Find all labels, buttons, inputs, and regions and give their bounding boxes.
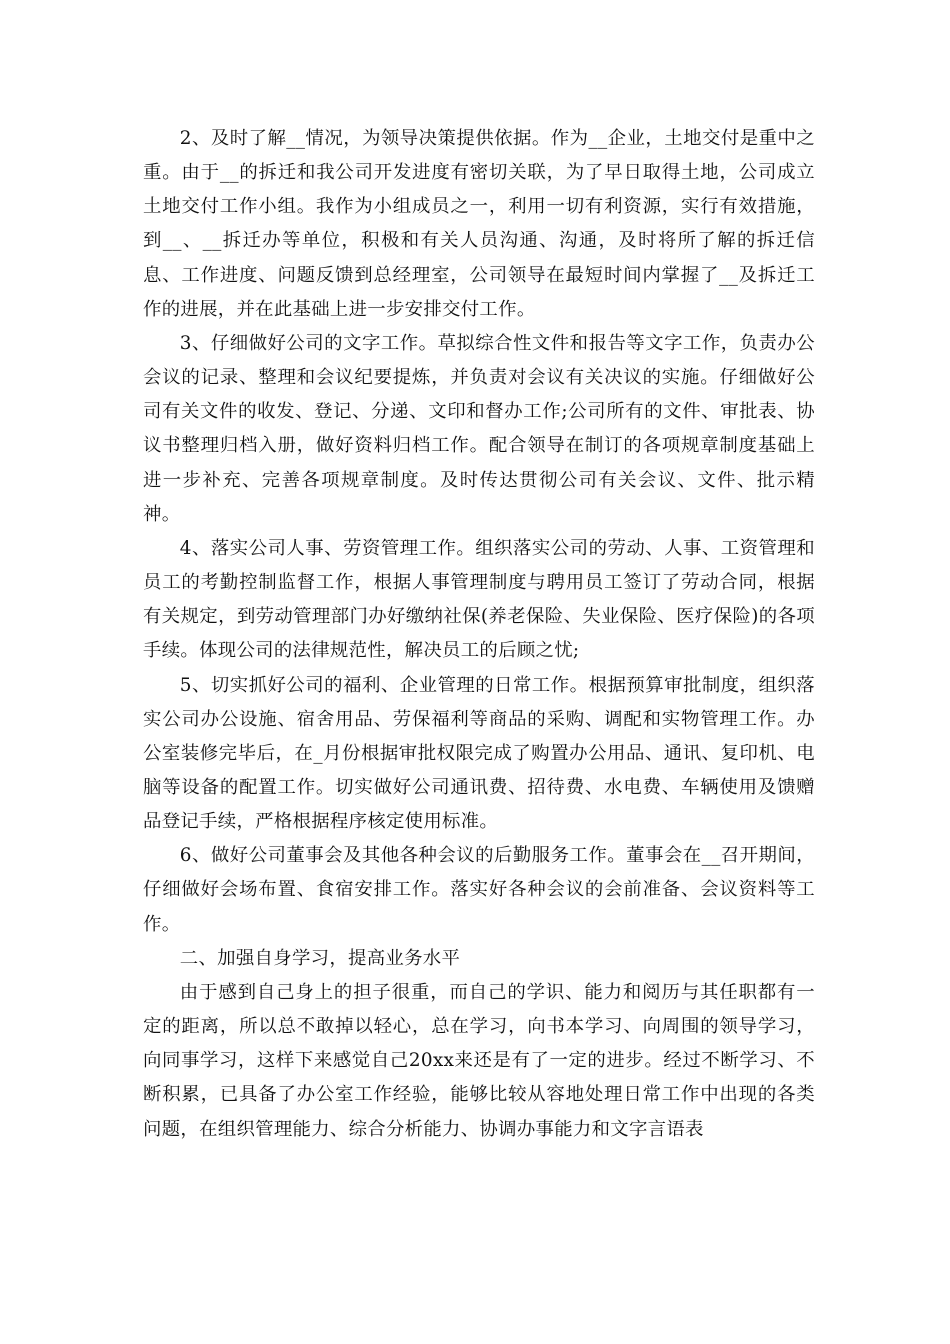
- document-body: [143, 122, 815, 1147]
- paragraph-item-6: 6、做好公司董事会及其他各种会议的后勤服务工作。董事会在__召开期间，仔细做好会场布置、食宿安排工作。落实好各种会议的会前准备、会议资料等工作。: [143, 845, 815, 935]
- paragraph-item-4: 4、落实公司人事、劳资管理工作。组织落实公司的劳动、人事、工资管理和员工的考勤控制监督工作，根据人事管理制度与聘用员工签订了劳动合同，根据有关规定，到劳动管理部门办好缴纳社保(养老保险、失业保险、医疗保险)的各项手续。体现公司的法律规范性，解决员工的后顾之忧;: [143, 537, 815, 662]
- paragraph-item-5: 5、切实抓好公司的福利、企业管理的日常工作。根据预算审批制度，组织落实公司办公设施、宿舍用品、劳保福利等商品的采购、调配和实物管理工作。办公室装修完毕后，在_月份根据审批权限完成了购置办公用品、通讯、复印机、电脑等设备的配置工作。切实做好公司通讯费、招待费、水电费、车辆使用及馈赠品登记手续，严格根据程序核定使用标准。: [143, 674, 815, 833]
- paragraph-item-3: 3、仔细做好公司的文字工作。草拟综合性文件和报告等文字工作，负责办公会议的记录、整理和会议纪要提炼，并负责对会议有关决议的实施。仔细做好公司有关文件的收发、登记、分递、文印和督办工作;公司所有的文件、审批表、协议书整理归档入册，做好资料归档工作。配合领导在制订的各项规章制度基础上进一步补充、完善各项规章制度。及时传达贯彻公司有关会议、文件、批示精神。: [143, 332, 815, 525]
- paragraph-learning: 由于感到自己身上的担子很重，而自己的学识、能力和阅历与其任职都有一定的距离，所以总不敢掉以轻心，总在学习，向书本学习、向周围的领导学习，向同事学习，这样下来感觉自己20xx来还是有了一定的进步。经过不断学习、不断积累，已具备了办公室工作经验，能够比较从容地处理日常工作中出现的各类问题，在组织管理能力、综合分析能力、协调办事能力和文字言语表: [143, 981, 815, 1140]
- section-heading: 二、加强自身学习，提高业务水平: [179, 947, 461, 969]
- paragraph-item-2: 2、及时了解__情况，为领导决策提供依据。作为__企业，土地交付是重中之重。由于__的拆迁和我公司开发进度有密切关联，为了早日取得土地，公司成立土地交付工作小组。我作为小组成员之一，利用一切有利资源，实行有效措施，到__、__拆迁办等单位，积极和有关人员沟通、沟通，及时将所了解的拆迁信息、工作进度、问题反馈到总经理室，公司领导在最短时间内掌握了__及拆迁工作的进展，并在此基础上进一步安排交付工作。: [143, 128, 815, 320]
